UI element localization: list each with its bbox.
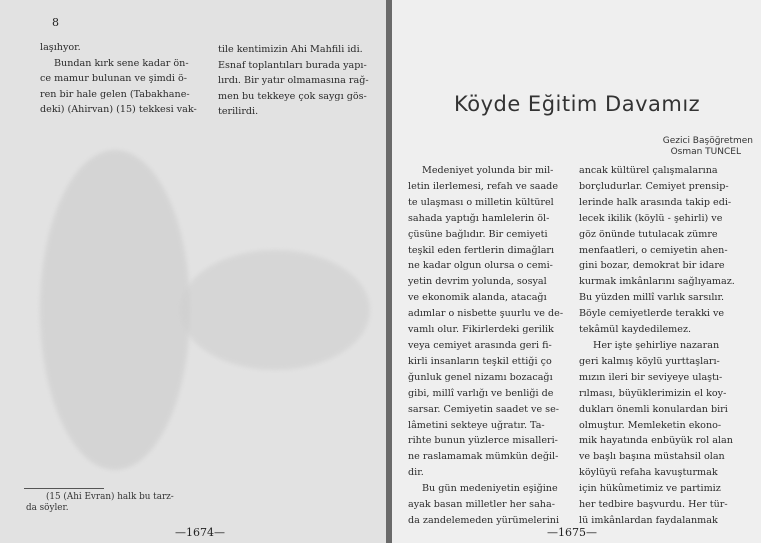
text-line: ve başlı başına müstahsil olan: [579, 451, 725, 463]
text-line: köylüyü refaha kavuşturmak: [579, 467, 718, 479]
text-line: borçludurlar. Cemiyet prensip-: [579, 180, 729, 192]
text-line: tekâmül kaydedilemez.: [579, 324, 692, 336]
text-line: ne kadar olgun olursa o cemi-: [408, 260, 553, 272]
author-byline: [663, 136, 753, 158]
text-line: Esnaf toplantıları burada yapı-: [218, 59, 367, 71]
text-line: dir.: [408, 467, 424, 479]
text-line: dukları önemli konulardan biri: [579, 403, 728, 415]
left-column-1: [40, 40, 197, 118]
text-line: ğunluk genel nizamı bozacağı: [408, 371, 553, 383]
text-line: adımlar o nisbette şuurlu ve de-: [408, 308, 564, 320]
text-line: te ulaşması o milletin kültürel: [408, 196, 554, 208]
text-line: mızın ileri bir seviyeye ulaştı-: [579, 371, 723, 383]
text-line: laşıhyor.: [40, 42, 81, 53]
text-line: gibi, millî varlığı ve benliği de: [408, 387, 554, 399]
text-line: ve ekonomik alanda, atacağı: [408, 292, 547, 304]
text-line: ayak basan milletler her saha-: [408, 499, 555, 511]
paper-stain: [40, 150, 190, 470]
text-line: ce mamur bulunan ve şimdi ö-: [40, 73, 188, 84]
text-line: göz önünde tutulacak zümre: [579, 228, 718, 240]
text-line: teşkil eden fertlerin dimağları: [408, 244, 555, 256]
text-line: da zandelemeden yürümelerini: [408, 514, 560, 526]
text-line: mik hayatında enbüyük rol alan: [579, 435, 733, 447]
text-line: Bu yüzden millî varlık sarsılır.: [579, 292, 725, 304]
text-line: geri kalmış köylü yurttaşları-: [579, 355, 720, 367]
text-line: Her işte şehirliye nazaran: [593, 339, 720, 351]
text-line: rılması, büyüklerimizin el koy-: [579, 387, 727, 399]
text-line: ne raslamamak mümkün değil-: [408, 451, 559, 463]
text-line: lü imkânlardan faydalanmak: [579, 514, 718, 526]
text-line: gini bozar, demokrat bir idare: [579, 260, 725, 272]
text-line: sarsar. Cemiyetin saadet ve se-: [408, 403, 560, 415]
text-line: Medeniyet yolunda bir mil-: [422, 165, 554, 176]
text-line: kurmak imkânlarını sağlıyamaz.: [579, 276, 735, 288]
text-line: ren bir hale gelen (Tabakhane-: [40, 88, 190, 100]
footnote-rule: [24, 488, 104, 489]
text-line: rihte bunun yüzlerce misalleri-: [408, 435, 558, 447]
text-line: Böyle cemiyetlerde terakki ve: [579, 308, 725, 320]
footnote-line: (15 (Ahi Evran) halk bu tarz-: [46, 492, 174, 502]
footnote: [26, 492, 174, 513]
text-line: tile kentimizin Ahi Mahfili idi.: [218, 44, 363, 55]
text-line: Bu gün medeniyetin eşiğine: [422, 483, 558, 495]
article-title: Köyde Eğitim Davamız: [454, 92, 701, 116]
text-line: lecek ikilik (köylü - şehirli) ve: [579, 212, 723, 224]
text-line: terilirdi.: [218, 106, 259, 117]
text-line: sahada yaptığı hamlelerin öl-: [408, 212, 550, 224]
text-line: ancak kültürel çalışmalarına: [579, 165, 718, 176]
text-line: her tedbire başvurdu. Her tür-: [579, 499, 728, 511]
text-line: Bundan kırk sene kadar ön-: [54, 57, 189, 69]
author-name: Osman TUNCEL: [670, 147, 741, 157]
page-bottom-number: —1675—: [547, 526, 597, 539]
page-bottom-number: —1674—: [175, 526, 225, 539]
text-line: kirli insanların teşkil ettiği ço: [408, 355, 552, 367]
right-page: [392, 0, 761, 543]
text-line: vamlı olur. Fikirlerdeki gerilik: [408, 324, 554, 336]
paper-stain: [180, 250, 370, 370]
left-column-2: [218, 42, 369, 120]
text-line: lâmetini sekteye uğratır. Ta-: [408, 419, 545, 431]
text-line: men bu tekkeye çok saygı gös-: [218, 90, 367, 102]
text-line: lerinde halk arasında takip edi-: [579, 196, 732, 208]
article-column-2: [579, 163, 735, 529]
text-line: yetin devrim yolunda, sosyal: [408, 276, 547, 288]
page-top-number: 8: [52, 16, 59, 29]
article-column-1: [408, 163, 563, 529]
text-line: deki) (Ahirvan) (15) tekkesi vak-: [40, 104, 197, 115]
text-line: çüsüne bağlıdır. Bir cemiyeti: [408, 228, 548, 240]
text-line: menfaatleri, o cemiyetin ahen-: [579, 244, 728, 256]
text-line: veya cemiyet arasında geri fi-: [408, 339, 552, 351]
footnote-line: da söyler.: [26, 502, 69, 513]
author-role: Gezici Başöğretmen: [662, 136, 753, 146]
text-line: için hükûmetimiz ve partimiz: [579, 483, 721, 495]
text-line: lırdı. Bir yatır olmamasına rağ-: [218, 75, 369, 86]
text-line: olmuştur. Memleketin ekono-: [579, 419, 722, 431]
text-line: letin ilerlemesi, refah ve saade: [408, 180, 559, 192]
